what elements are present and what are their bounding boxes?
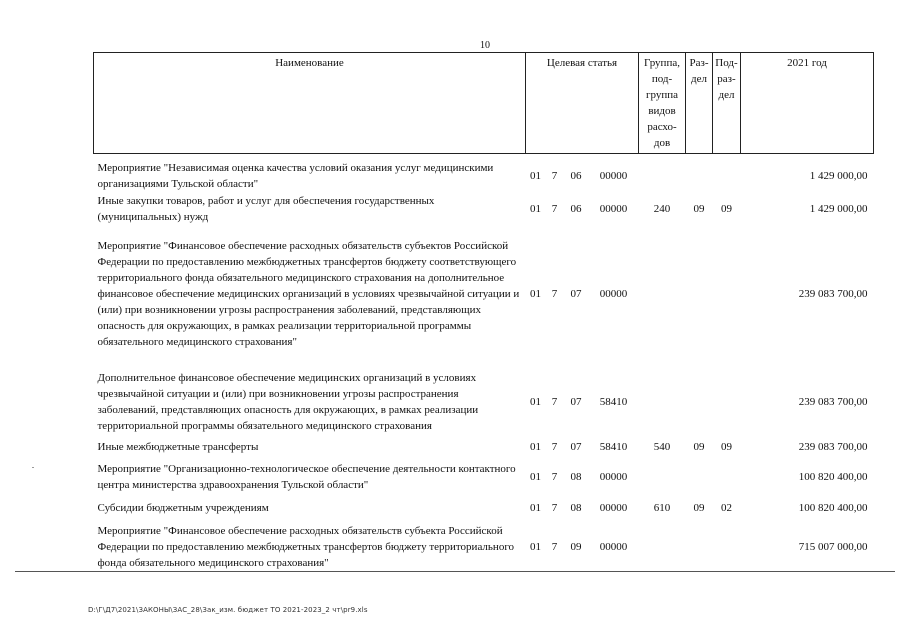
header-razdel: Раз- дел <box>686 53 713 154</box>
code-group <box>639 370 686 434</box>
row-name: Мероприятие "Финансовое обеспечение расходных обязательств субъектов Российской Федерации по предоставлению межбюджетных трансфертов бюджету соответствующего территориального фонда обязательного медицинского страхования на дополнительное финансовое обеспечение медицинских организаций в условиях чрезвычайной ситуации и (или) при возникновении угрозы распространения заболеваний, представляющих опасность для окружающих, в рамках реализации территориальной программы обязательного медицинского страхования" <box>97 240 520 348</box>
code-subprogram: 7 <box>551 203 558 215</box>
code-direction: 00000 <box>599 170 628 182</box>
code-group <box>639 522 686 572</box>
table-row <box>94 460 874 494</box>
code-event: 07 <box>570 441 582 453</box>
code-group: 610 <box>653 502 671 514</box>
code-razdel <box>686 460 713 494</box>
code-razdel <box>686 370 713 434</box>
table-row <box>94 160 874 192</box>
code-direction: 58410 <box>599 396 628 408</box>
code-group <box>639 460 686 494</box>
table-header-row <box>94 53 874 154</box>
amount: 100 820 400,00 <box>798 502 868 514</box>
row-name: Мероприятие "Независимая оценка качества условий оказания услуг медицинскими организациями Тульской области" <box>97 162 494 190</box>
code-event: 06 <box>570 170 582 182</box>
code-subprogram: 7 <box>551 502 558 514</box>
code-group <box>639 230 686 358</box>
header-name: Наименование <box>94 53 526 154</box>
code-podrazdel <box>713 460 741 494</box>
code-subprogram: 7 <box>551 441 558 453</box>
code-podrazdel <box>713 522 741 572</box>
code-group: 540 <box>653 441 671 453</box>
table-row <box>94 434 874 460</box>
code-direction: 58410 <box>599 441 628 453</box>
code-program: 01 <box>530 288 541 300</box>
scan-speck <box>32 467 34 468</box>
amount: 239 083 700,00 <box>798 396 868 408</box>
amount: 239 083 700,00 <box>798 441 868 453</box>
amount: 715 007 000,00 <box>798 541 868 553</box>
table-row <box>94 522 874 572</box>
code-razdel <box>686 522 713 572</box>
row-name: Иные межбюджетные трансферты <box>97 441 259 453</box>
code-podrazdel <box>713 230 741 358</box>
code-group: 240 <box>653 203 671 215</box>
code-razdel <box>686 160 713 192</box>
code-event: 08 <box>570 502 582 514</box>
code-subprogram: 7 <box>551 541 558 553</box>
amount: 100 820 400,00 <box>798 471 868 483</box>
code-program: 01 <box>530 502 541 514</box>
page-number: 10 <box>480 40 490 51</box>
amount: 1 429 000,00 <box>809 203 868 215</box>
code-subprogram: 7 <box>551 471 558 483</box>
code-program: 01 <box>530 541 541 553</box>
bottom-rule <box>15 571 895 572</box>
code-event: 07 <box>570 288 582 300</box>
header-podrazdel: Под- раз- дел <box>713 53 741 154</box>
code-direction: 00000 <box>599 541 628 553</box>
code-program: 01 <box>530 441 541 453</box>
code-razdel <box>686 230 713 358</box>
table-row <box>94 192 874 226</box>
row-name: Мероприятие "Организационно-технологическое обеспечение деятельности контактного центра министерства здравоохранения Тульской области" <box>97 463 516 491</box>
header-target-article: Целевая статья <box>526 53 639 154</box>
row-name: Мероприятие "Финансовое обеспечение расходных обязательств субъекта Российской Федерации по предоставлению межбюджетных трансфертов бюджету территориального фонда обязательного медицинского страхования" <box>97 525 515 569</box>
code-direction: 00000 <box>599 502 628 514</box>
code-direction: 00000 <box>599 471 628 483</box>
code-subprogram: 7 <box>551 396 558 408</box>
code-subprogram: 7 <box>551 288 558 300</box>
code-razdel: 09 <box>693 203 705 215</box>
code-razdel: 09 <box>693 502 705 514</box>
code-podrazdel: 09 <box>721 441 732 453</box>
code-program: 01 <box>530 471 541 483</box>
amount: 239 083 700,00 <box>798 288 868 300</box>
header-group: Группа, под- группа видов расхо- дов <box>639 53 686 154</box>
code-subprogram: 7 <box>551 170 558 182</box>
code-podrazdel: 09 <box>721 203 732 215</box>
code-direction: 00000 <box>599 203 628 215</box>
code-event: 07 <box>570 396 582 408</box>
code-razdel: 09 <box>693 441 705 453</box>
header-year: 2021 год <box>741 53 874 154</box>
code-event: 08 <box>570 471 582 483</box>
table-row <box>94 230 874 358</box>
code-podrazdel <box>713 160 741 192</box>
file-path-footer: D:\Г\Д7\2021\ЗАКОНЫ\ЗАС_28\Зак_изм. бюджет ТО 2021-2023_2 чт\рr9.xls <box>88 606 368 614</box>
table-row <box>94 370 874 434</box>
table-row <box>94 494 874 522</box>
code-event: 09 <box>570 541 582 553</box>
row-name: Дополнительное финансовое обеспечение медицинских организаций в условиях чрезвычайной ситуации и (или) при возникновении угрозы распространения заболеваний, представляющих опасность для окружающих, в рамках реализации территориальной программы обязательного медицинского страхования <box>97 372 479 432</box>
code-direction: 00000 <box>599 288 628 300</box>
code-program: 01 <box>530 203 541 215</box>
row-name: Субсидии бюджетным учреждениям <box>97 502 269 514</box>
amount: 1 429 000,00 <box>809 170 868 182</box>
code-podrazdel <box>713 370 741 434</box>
row-name: Иные закупки товаров, работ и услуг для обеспечения государственных (муниципальных) нужд <box>97 195 435 223</box>
budget-table <box>93 52 874 572</box>
code-podrazdel: 02 <box>721 502 732 514</box>
code-group <box>639 160 686 192</box>
code-event: 06 <box>570 203 582 215</box>
code-program: 01 <box>530 170 541 182</box>
code-program: 01 <box>530 396 541 408</box>
